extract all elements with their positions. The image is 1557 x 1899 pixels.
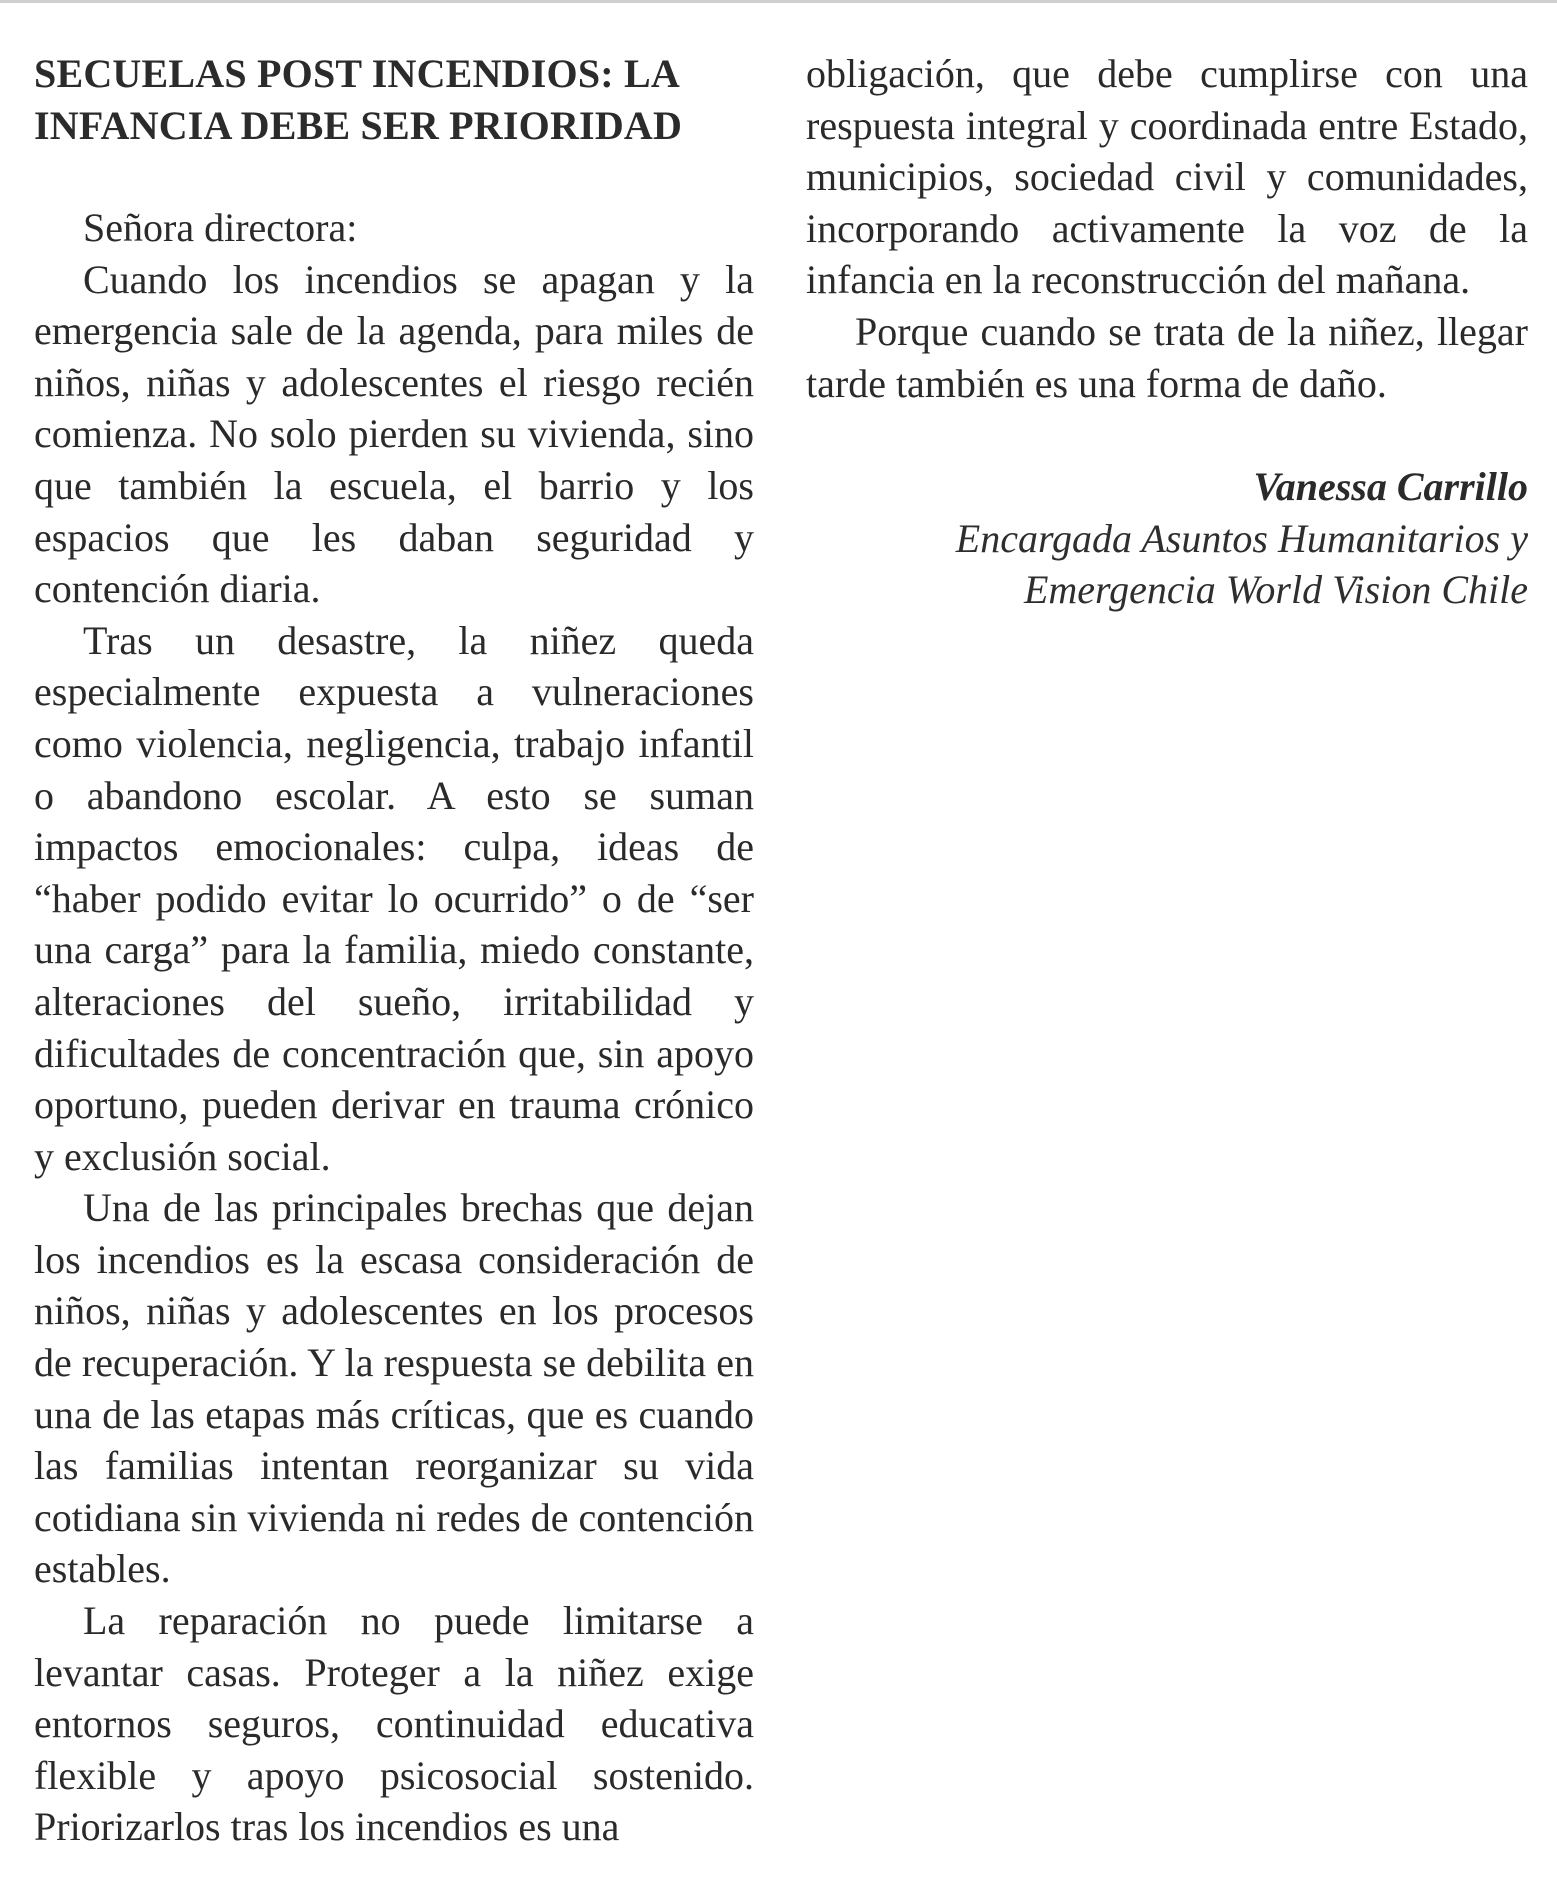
salutation: Señora directora: <box>83 205 358 250</box>
column-left <box>34 48 754 1853</box>
author-role-line-1: Encargada Asuntos Humanitarios y <box>955 515 1528 561</box>
page-top-rule <box>0 0 1557 3</box>
author-role-line-2: Emergencia World Vision Chile <box>1023 567 1528 613</box>
paragraph-1: Cuando los incendios se apagan y la emergencia sale de la agenda, para miles de niños, niñas y adolescentes el riesgo recién comienza. No solo pierden su vivienda, sino que también la escuela, el barrio y los espacios que les daban seguridad y contención diaria. <box>34 256 754 612</box>
closing-paragraph: Porque cuando se trata de la niñez, llegar tarde también es una forma de daño. <box>806 308 1528 406</box>
column-right <box>806 48 1528 616</box>
paragraph-4-continuation: obligación, que debe cumplirse con una respuesta integral y coordinada entre Estado, municipios, sociedad civil y comunidades, incorporando activamente la voz de la infancia en la reconstrucción del mañana. <box>806 51 1528 303</box>
author-name: Vanessa Carrillo <box>1253 464 1528 510</box>
headline: SECUELAS POST INCENDIOS: LA INFANCIA DEBE SER PRIORIDAD <box>34 51 683 148</box>
signature-block <box>806 461 1528 616</box>
paragraph-4: La reparación no puede limitarse a levantar casas. Proteger a la niñez exige entornos seguros, continuidad educativa flexible y apoyo psicosocial sostenido. Priorizarlos tras los incendios es una <box>34 1598 754 1850</box>
paragraph-2: Tras un desastre, la niñez queda especialmente expuesta a vulneraciones como violencia, negligencia, trabajo infantil o abandono escolar. A esto se suman impactos emocionales: culpa, ideas de “haber podido evitar lo ocurrido” o de “ser una carga” para la familia, miedo constante, alteraciones del sueño, irritabilidad y dificultades de concentración que, sin apoyo oportuno, pueden derivar en trauma crónico y exclusión social. <box>34 617 754 1179</box>
paragraph-3: Una de las principales brechas que dejan los incendios es la escasa consideración de niños, niñas y adolescentes en los procesos de recuperación. Y la respuesta se debilita en una de las etapas más críticas, que es cuando las familias intentan reorganizar su vida cotidiana sin vivienda ni redes de contención estables. <box>34 1185 754 1592</box>
